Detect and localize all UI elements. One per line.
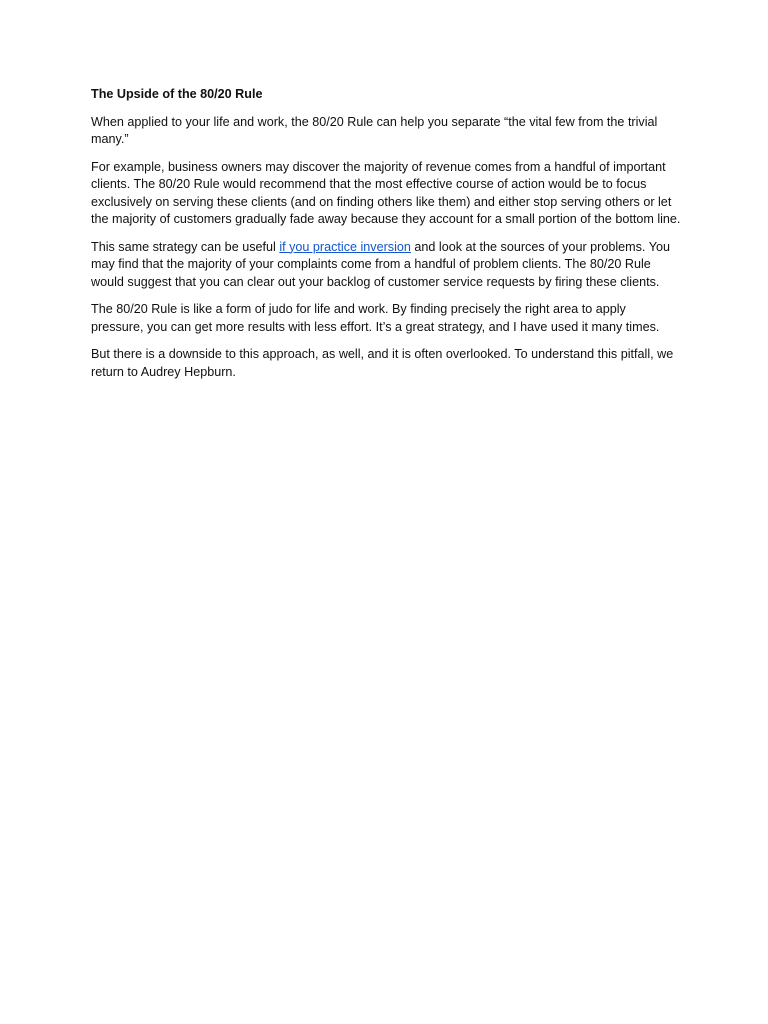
paragraph-3-text-after: and look at the sources of your problems. You may find that the majority of your complaints come from a handful of problem clients. The 80/20 Rule would suggest that you can clear out your backlog of customer service requests by firing these clients. <box>91 239 670 289</box>
paragraph-4: The 80/20 Rule is like a form of judo for life and work. By finding precisely the right area to apply pressure, you can get more results with less effort. It’s a great strategy, and I have used it many times. <box>91 302 660 334</box>
document-title: The Upside of the 80/20 Rule <box>91 87 263 101</box>
paragraph-3-text-before: This same strategy can be useful <box>91 239 280 254</box>
document-body <box>91 84 681 391</box>
paragraph-2: For example, business owners may discover the majority of revenue comes from a handful of important clients. The 80/20 Rule would recommend that the most effective course of action would be to focus exclusively on serving these clients (and on finding others like them) and either stop serving others or let the majority of customers gradually fade away because they account for a small portion of the bottom line. <box>91 159 681 226</box>
paragraph-5: But there is a downside to this approach, as well, and it is often overlooked. To understand this pitfall, we return to Audrey Hepburn. <box>91 347 674 379</box>
paragraph-3 <box>91 239 681 292</box>
inversion-link[interactable]: if you practice inversion <box>279 239 411 254</box>
paragraph-1: When applied to your life and work, the 80/20 Rule can help you separate “the vital few from the trivial many.” <box>91 114 658 146</box>
